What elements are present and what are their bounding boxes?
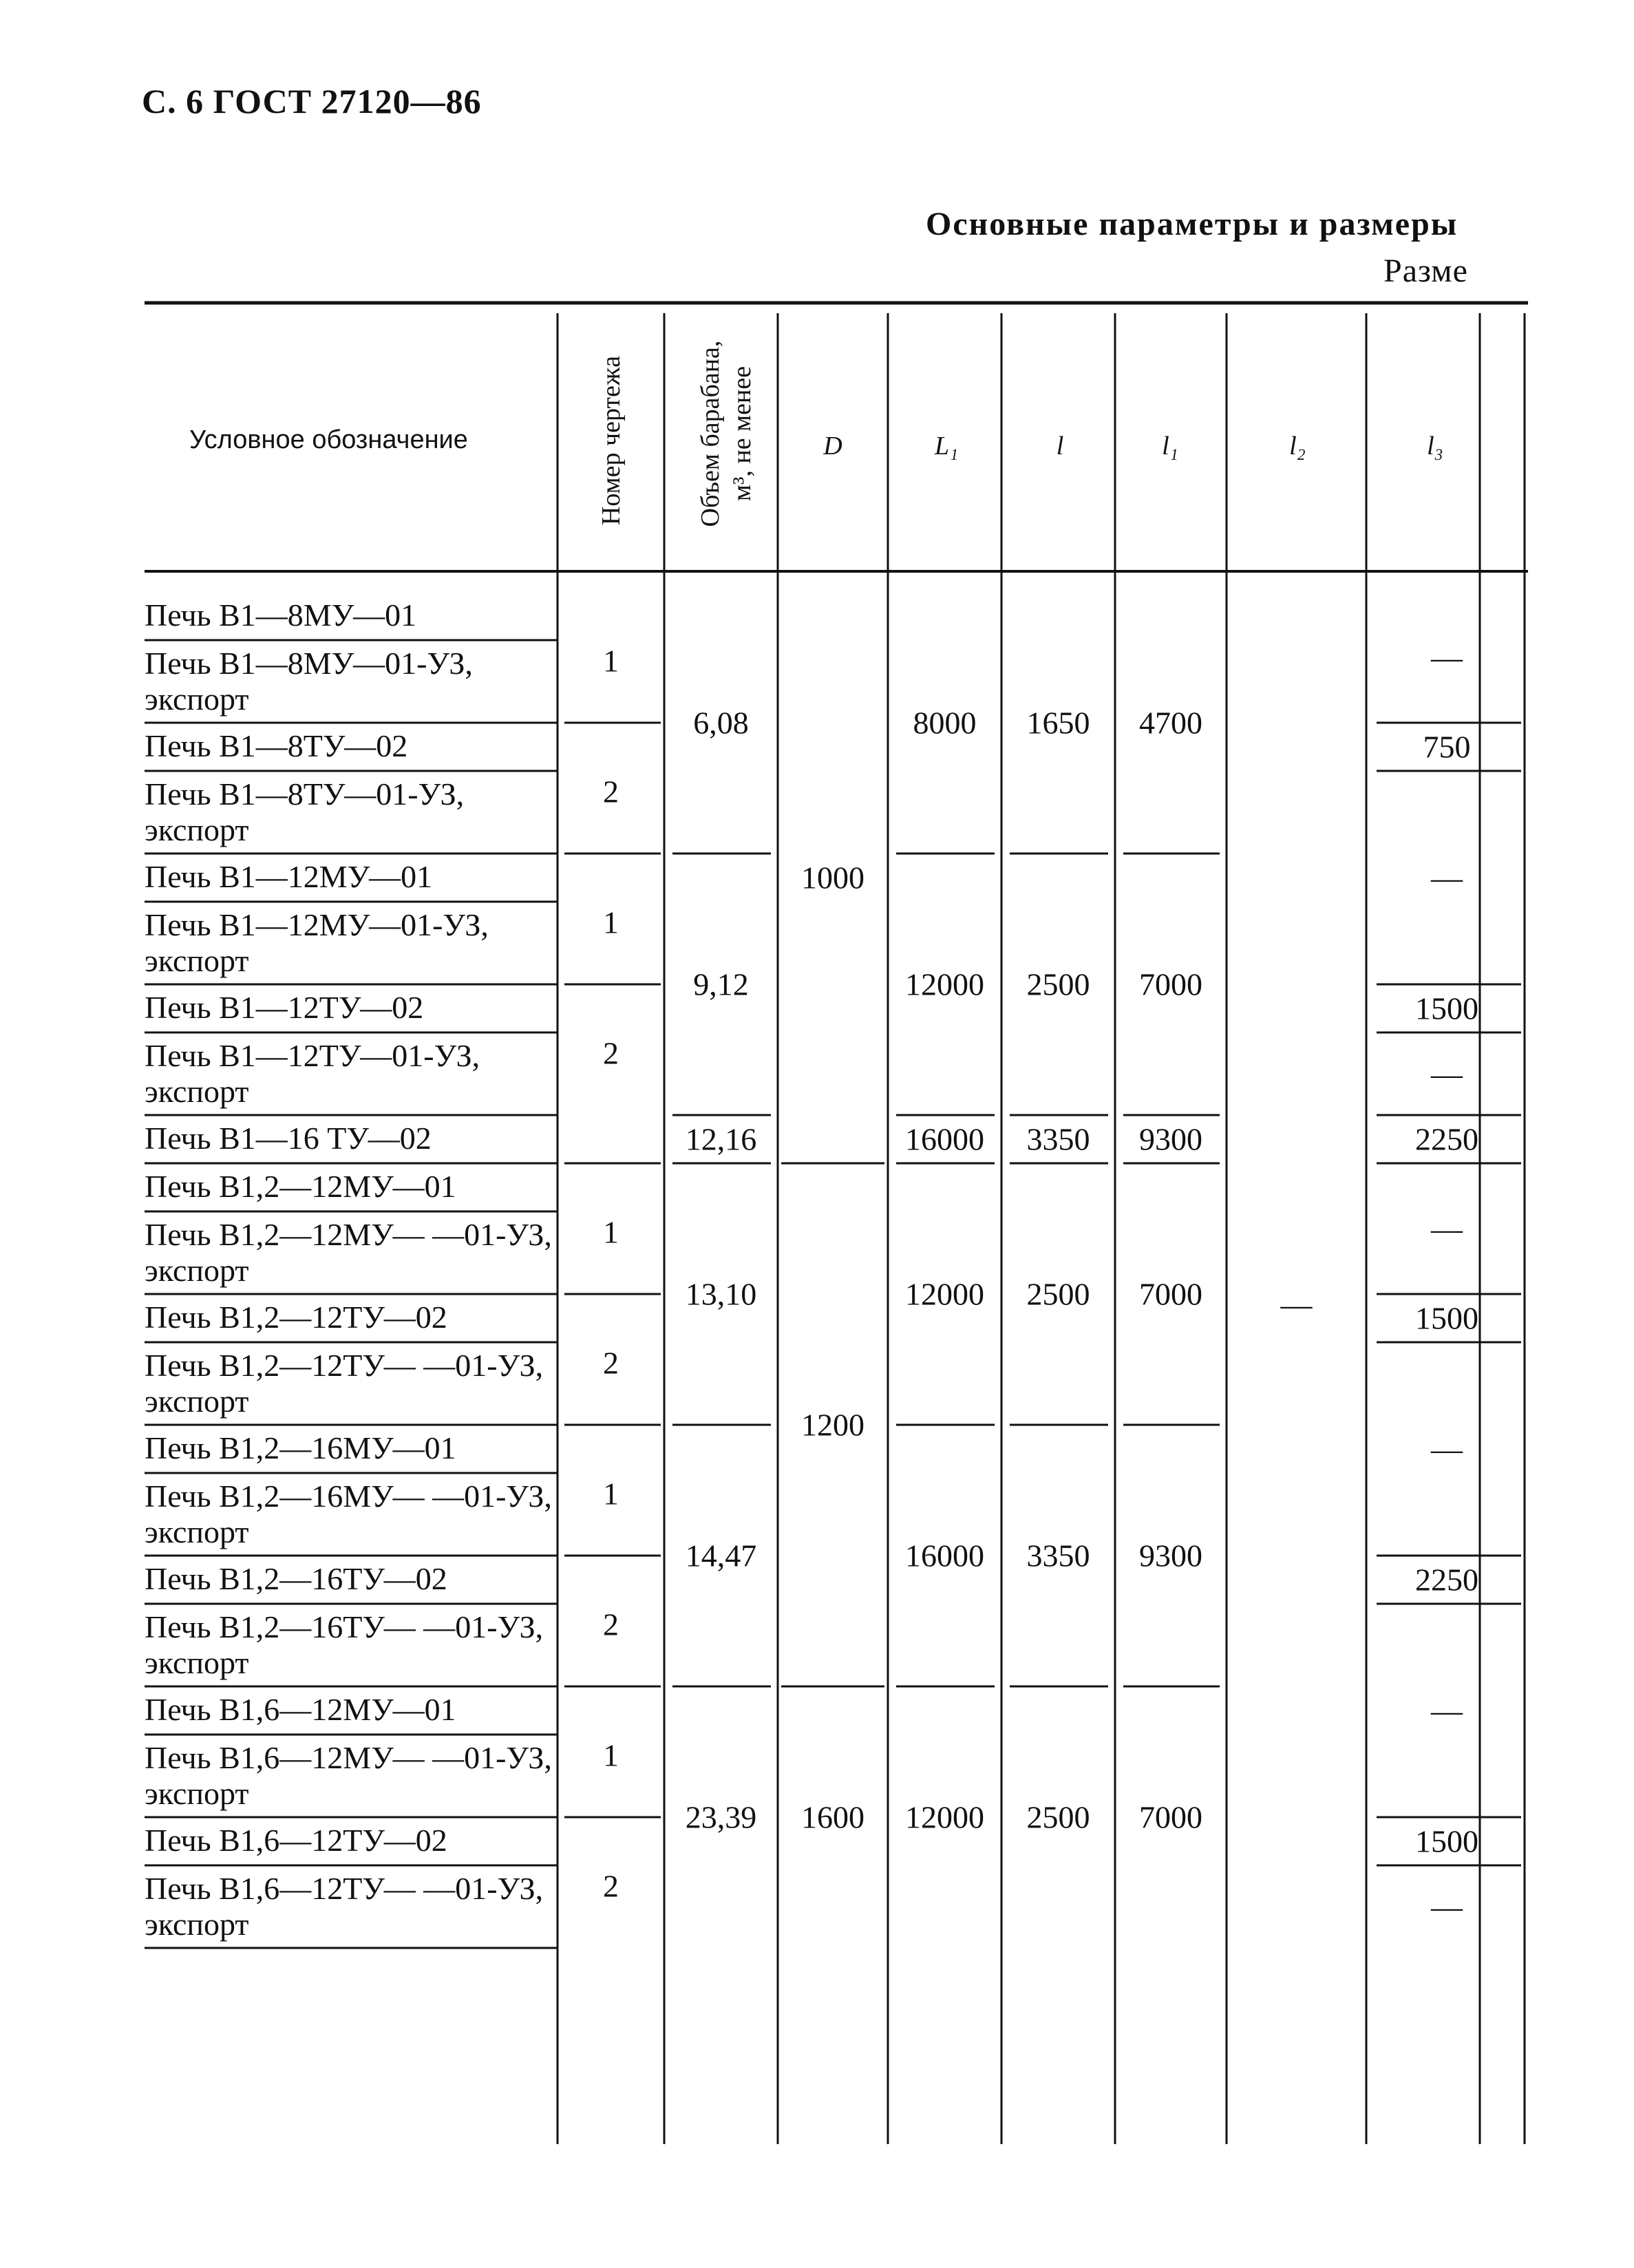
l3-value: 750 <box>1423 729 1471 765</box>
row-name: Печь В1—8ТУ—02 <box>145 728 408 763</box>
l3-value: — <box>1431 1211 1463 1247</box>
drawing-number: 2 <box>603 1035 619 1071</box>
row-name: Печь В1—12ТУ—02 <box>145 990 424 1025</box>
header-l-label: l <box>1056 432 1064 460</box>
volume-value: 14,47 <box>685 1538 757 1573</box>
row-name: Печь В1,2—12ТУ—02 <box>145 1300 447 1335</box>
header-L1-label: L₁ <box>934 432 959 460</box>
row-name: Печь В1,2—16МУ—01 <box>145 1430 456 1465</box>
volume-value: 9,12 <box>693 966 749 1002</box>
drawing-number: 1 <box>603 643 619 679</box>
D-value: 1000 <box>801 860 864 895</box>
drawing-number: 2 <box>603 1607 619 1642</box>
header-volume-label-1: Объем барабана, <box>696 340 725 527</box>
row-name: Печь В1,6—12ТУ— —01-УЗ, экспорт <box>145 1871 544 1942</box>
l3-value: 2250 <box>1415 1121 1478 1157</box>
l1-value: 7000 <box>1139 1276 1202 1312</box>
row-name: Печь В1,6—12ТУ—02 <box>145 1823 447 1858</box>
L1-value: 12000 <box>905 1276 984 1312</box>
l1-value: 9300 <box>1139 1538 1202 1573</box>
page-header: С. 6 ГОСТ 27120—86 <box>142 82 482 120</box>
L1-value: 12000 <box>905 1799 984 1835</box>
D-value: 1600 <box>801 1799 864 1835</box>
l1-value: 4700 <box>1139 705 1202 741</box>
row-name: Печь В1,6—12МУ— —01-УЗ, экспорт <box>145 1740 552 1811</box>
L1-value: 16000 <box>905 1121 984 1157</box>
drawing-number: 2 <box>603 774 619 809</box>
row-name: Печь В1—16 ТУ—02 <box>145 1121 432 1156</box>
drawing-number: 2 <box>603 1868 619 1904</box>
row-name: Печь В1,2—16ТУ— —01-УЗ, экспорт <box>145 1609 544 1680</box>
drawing-number: 2 <box>603 1345 619 1381</box>
header-name-label: Условное обозначение <box>189 425 468 454</box>
l3-value: — <box>1431 1431 1463 1467</box>
row-name: Печь В1—8ТУ—01-УЗ, экспорт <box>145 776 465 847</box>
l3-value: — <box>1431 639 1463 675</box>
row-name: Печь В1—12ТУ—01-УЗ, экспорт <box>145 1038 480 1109</box>
header-l3-label: l₃ <box>1427 432 1443 460</box>
L1-value: 12000 <box>905 966 984 1002</box>
L1-value: 16000 <box>905 1538 984 1573</box>
l1-value: 7000 <box>1139 1799 1202 1835</box>
row-name: Печь В1,2—12МУ—01 <box>145 1169 456 1204</box>
L1-value: 8000 <box>913 705 977 741</box>
volume-value: 6,08 <box>693 705 749 741</box>
l3-value: 1500 <box>1415 1300 1478 1336</box>
D-value: 1200 <box>801 1407 864 1443</box>
header-drawing-label: Номер чертежа <box>597 355 626 526</box>
l1-value: 7000 <box>1139 966 1202 1002</box>
header-l1-label: l₁ <box>1162 432 1178 460</box>
l3-value: — <box>1431 1056 1463 1092</box>
row-name: Печь В1—12МУ—01-УЗ, экспорт <box>145 907 489 978</box>
l-value: 2500 <box>1026 1276 1090 1312</box>
l-value: 3350 <box>1026 1538 1090 1573</box>
volume-value: 23,39 <box>685 1799 757 1835</box>
row-name: Печь В1—8МУ—01 <box>145 597 417 633</box>
drawing-number: 1 <box>603 1476 619 1512</box>
row-name: Печь В1—8МУ—01-УЗ, экспорт <box>145 646 473 717</box>
header-l2-label: l₂ <box>1289 432 1306 460</box>
l1-value: 9300 <box>1139 1121 1202 1157</box>
l3-value: — <box>1431 1693 1463 1728</box>
l3-value: 1500 <box>1415 1823 1478 1859</box>
drawing-number: 1 <box>603 1737 619 1773</box>
row-name: Печь В1,2—12МУ— —01-УЗ, экспорт <box>145 1217 552 1288</box>
l-value: 2500 <box>1026 966 1090 1002</box>
l3-value: — <box>1431 1889 1463 1925</box>
l3-value: 1500 <box>1415 990 1478 1026</box>
table-subtitle: Разме <box>1383 253 1468 289</box>
l-value: 1650 <box>1026 705 1090 741</box>
volume-value: 13,10 <box>685 1276 757 1312</box>
l-value: 3350 <box>1026 1121 1090 1157</box>
row-name: Печь В1,2—16ТУ—02 <box>145 1561 447 1596</box>
l3-value: 2250 <box>1415 1562 1478 1598</box>
row-name: Печь В1—12МУ—01 <box>145 859 433 894</box>
header-volume-label-2: м³, не менее <box>728 365 756 502</box>
l2-value: — <box>1280 1286 1313 1322</box>
l-value: 2500 <box>1026 1799 1090 1835</box>
header-D-label: D <box>823 432 842 460</box>
row-name: Печь В1,6—12МУ—01 <box>145 1692 456 1727</box>
volume-value: 12,16 <box>685 1121 757 1157</box>
drawing-number: 1 <box>603 904 619 940</box>
row-name: Печь В1,2—16МУ— —01-УЗ, экспорт <box>145 1479 552 1549</box>
drawing-number: 1 <box>603 1214 619 1250</box>
row-name: Печь В1,2—12ТУ— —01-УЗ, экспорт <box>145 1348 544 1419</box>
table-title: Основные параметры и размеры <box>926 206 1458 242</box>
l3-value: — <box>1431 860 1463 895</box>
